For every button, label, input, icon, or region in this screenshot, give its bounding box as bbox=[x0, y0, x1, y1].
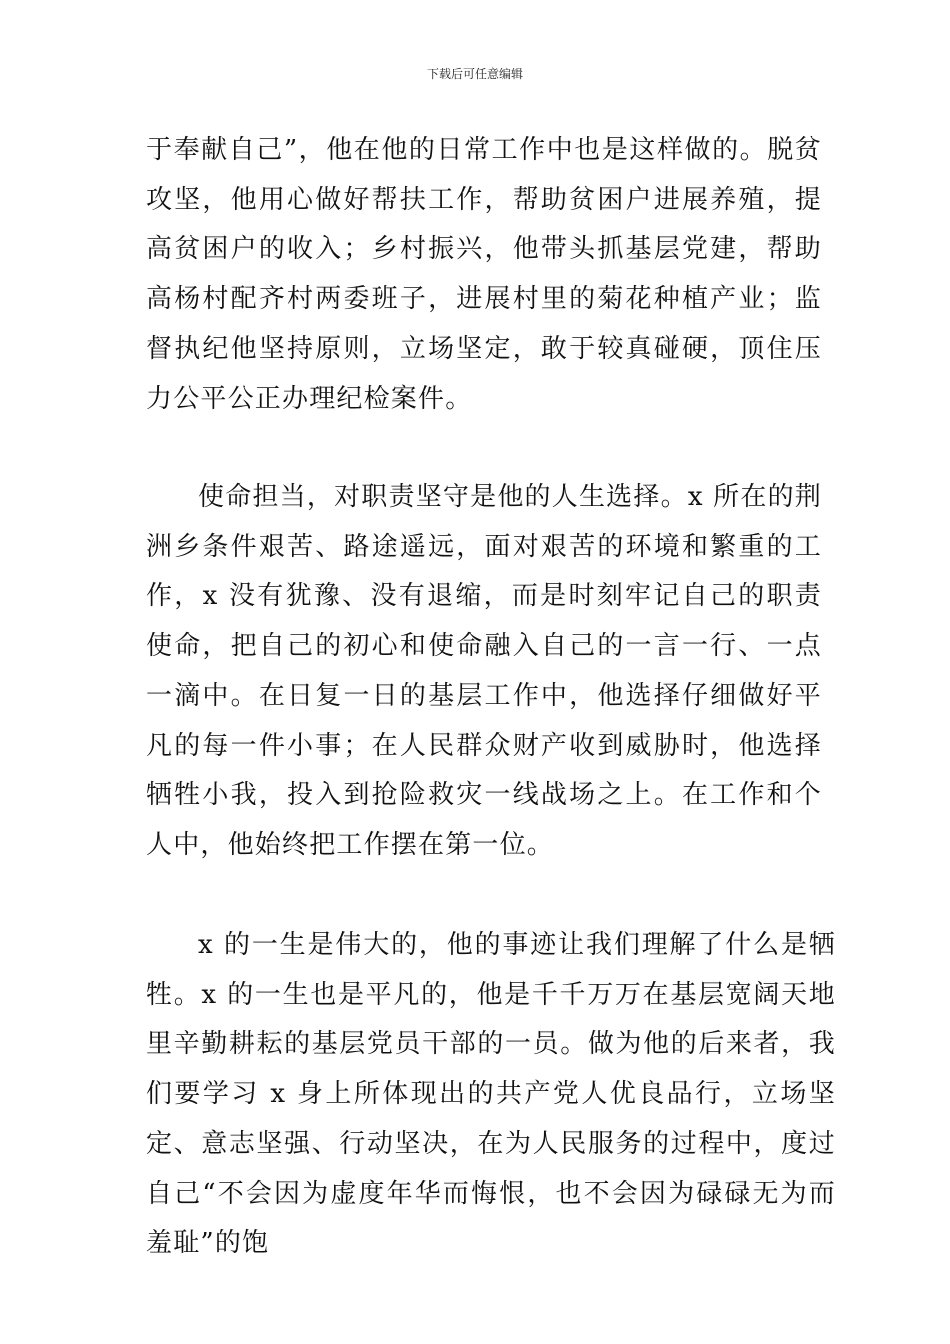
paragraph-2: 使命担当，对职责坚守是他的人生选择。x 所在的荆洲乡条件艰苦、路途遥远，面对艰苦的环境和繁重的工作，x 没有犹豫、没有退缩，而是时刻牢记自己的职责使命，把自己的初心和使命融入自己的一言一行、一点一滴中。在日复一日的基层工作中，他选择仔细做好平凡的每一件小事；在人民群众财产收到威胁时，他选择牺牲小我，投入到抢险救灾一线战场之上。在工作和个人中，他始终把工作摆在第一位。 bbox=[146, 482, 822, 860]
page-header: 下载后可任意编辑 bbox=[426, 67, 523, 81]
paragraph-3: x 的一生是伟大的，他的事迹让我们理解了什么是牺牲。x 的一生也是平凡的，他是千千万万在基层宽阔天地里辛勤耕耘的基层党员干部的一员。做为他的后来者，我们要学习 x 身上所体现出的共产党人优良品行，立场坚定、意志坚强、行动坚决，在为人民服务的过程中，度过自己“不会因为虚度年华而悔恨，也不会因为碌碌无为而羞耻”的饱 bbox=[146, 930, 836, 1259]
paragraph-1: 于奉献自己”，他在他的日常工作中也是这样做的。脱贫攻坚，他用心做好帮扶工作，帮助贫困户进展养殖，提高贫困户的收入；乡村振兴，他带头抓基层党建，帮助高杨村配齐村两委班子，进展村里的菊花种植产业；监督执纪他坚持原则，立场坚定，敢于较真碰硬，顶住压力公平公正办理纪检案件。 bbox=[146, 135, 822, 414]
